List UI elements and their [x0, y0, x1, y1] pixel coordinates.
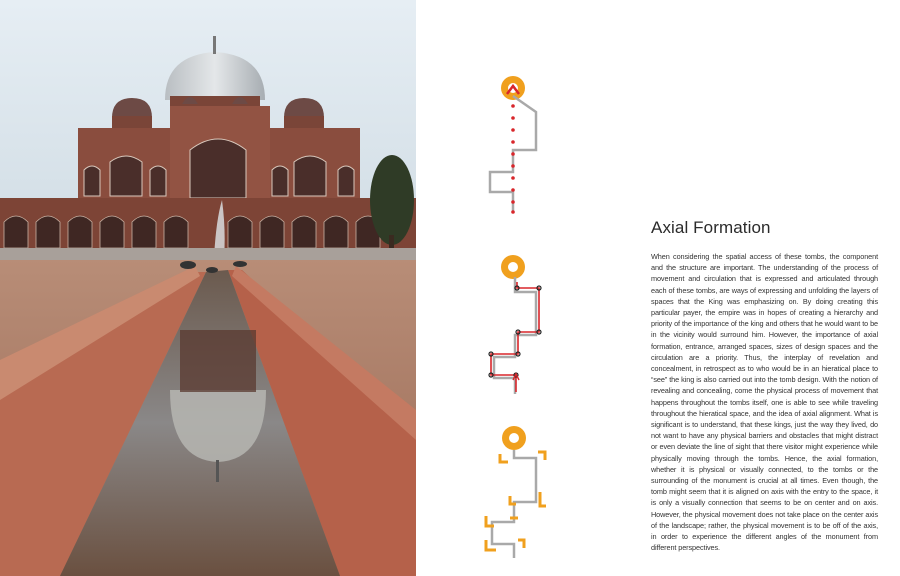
diagram-physical-route: [489, 255, 541, 394]
article-title: Axial Formation: [651, 218, 771, 237]
article-body: When considering the spatial access of these tombs, the component and the structure are important. The understanding of the process of movement and circulation that is expressed and articulated through each of these tombs, are ways of expressing and unfolding the layers of spaces that the King was emphasizing on. By doing creating this particular payer, the empire was in hopes of creating a hierarchy and priority of the importance of the king and others that he would want to be in the vicinity would surround him. However, the importance of axial formation, entrance, arranged spaces, sizes of design spaces and the circulation are a priority. Thus, the interplay of revelation and concealment, in retrospect as to who would be in an hieratical place to “see” the king is also carried out into the tomb design. With the notion of revealing and concealing, come the physical process of movement that happens throughout the tombs itself, one is able to see while traveling throughout the hieratical space, and the idea of axial alignment. What is significant is to understand, that these kings, just the way they lived, do not want to have any physical barriers and obstacles that might distract or even deviate the line of sight that there visitor might experience while physically moving through the tombs. Hence, the axial formation, whether it is physical or visually connected, to the tombs or the surrounding of the monument is crucial at all times. Even though, the tomb might seem that it is aligned on axis with the entry to the space, it is only a visually connection that seems to be on center and on axis. However, the physical movement does not take place on the center axis of the landscape; rather, the physical movement is to be off of the axis, in order to experience the different angles of the monument from different perspectives.: [651, 252, 878, 553]
diagram-visual-axis: [490, 76, 536, 214]
axial-circulation-diagrams: [440, 60, 600, 560]
tomb-photograph: [0, 0, 416, 576]
diagram-framed-views: [486, 426, 546, 558]
